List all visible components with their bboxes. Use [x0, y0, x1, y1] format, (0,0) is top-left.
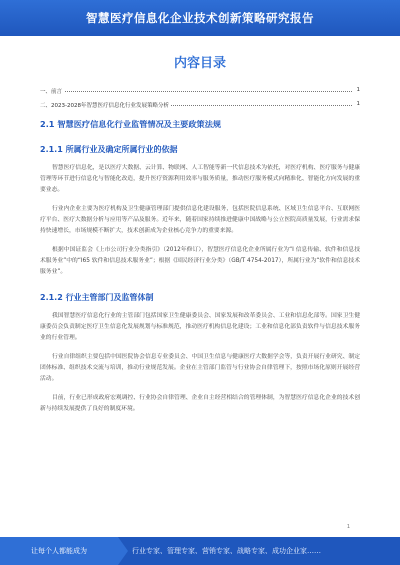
body-paragraph: 行业内企业主要为医疗机构及卫生健康管理部门提供信息化建设服务，包括医院信息系统、区域卫生信息平台、互联网医疗平台、医疗大数据分析与应用等产品及服务。近年来，随着国家持续推进健康中国战略与公立医院高质量发展，行业需求保持快速增长，市场规模不断扩大，技术创新成为企业核心竞争力的重要来源。: [40, 206, 360, 234]
footer-tagline: 行业专家、管理专家、营销专家、战略专家、成功企业家……: [132, 547, 321, 555]
footer-slogan: 让每个人都能成为: [0, 537, 118, 565]
subsection-heading: 2.1.2 行业主管部门及监管体制: [40, 293, 154, 302]
body-paragraph: 智慧医疗信息化，是以医疗大数据、云计算、物联网、人工智能等新一代信息技术为依托，对医疗机构、医疗服务与健康管理等环节进行信息化与智能化改造，提升医疗资源利用效率与服务质量，推动医疗服务模式向精准化、智能化方向发展的重要业态。: [40, 165, 360, 193]
toc-entry-page: 1: [356, 101, 360, 107]
page-footer: [0, 537, 400, 565]
toc-entry[interactable]: [40, 99, 360, 111]
body-paragraph: 行业自律组织主要包括中国医院协会信息专业委员会、中国卫生信息与健康医疗大数据学会等，负责开展行业研究、制定团体标准、组织技术交流与培训，推动行业规范发展。企业在主管部门监管与行业协会自律管理下，按照市场化原则开展经营活动。: [40, 354, 360, 382]
toc-leader: [40, 91, 352, 92]
toc-entry-label: 二、2023-2028年智慧医疗信息化行业发展策略分析: [40, 103, 169, 109]
page-number: 1: [346, 524, 350, 530]
toc-entry-page: 1: [356, 87, 360, 93]
toc-title: 内容目录: [173, 56, 226, 71]
toc-entry[interactable]: [40, 85, 360, 97]
page-header: [0, 0, 400, 36]
body-paragraph: 目前，行业已形成政府宏观调控、行业协会自律管理、企业自主经营相结合的管理体制，为智慧医疗信息化企业的技术创新与持续发展提供了良好的制度环境。: [40, 395, 360, 412]
section-heading: 2.1 智慧医疗信息化行业监管情况及主要政策法规: [40, 119, 222, 129]
report-title: 智慧医疗信息化企业技术创新策略研究报告: [86, 11, 314, 25]
page-content: [40, 52, 360, 415]
toc-entry-label: 一、前言: [40, 89, 63, 95]
body-paragraph: 根据中国证监会《上市公司行业分类指引》（2012年修订），智慧医疗信息化企业所属行业为“I 信息传输、软件和信息技术服务业”中的“I65 软件和信息技术服务业”；根据《国民经济行业分类》（GB/T 4754-2017），所属行业为“软件和信息技术服务业”。: [40, 247, 360, 275]
body-paragraph: 我国智慧医疗信息化行业的主管部门包括国家卫生健康委员会、国家发展和改革委员会、工业和信息化部等。国家卫生健康委员会负责制定医疗卫生信息化发展规划与标准规范，推动医疗机构信息化建设；工业和信息化部负责软件与信息技术服务业的行业管理。: [40, 313, 360, 341]
subsection-heading: 2.1.1 所属行业及确定所属行业的依据: [40, 145, 178, 154]
